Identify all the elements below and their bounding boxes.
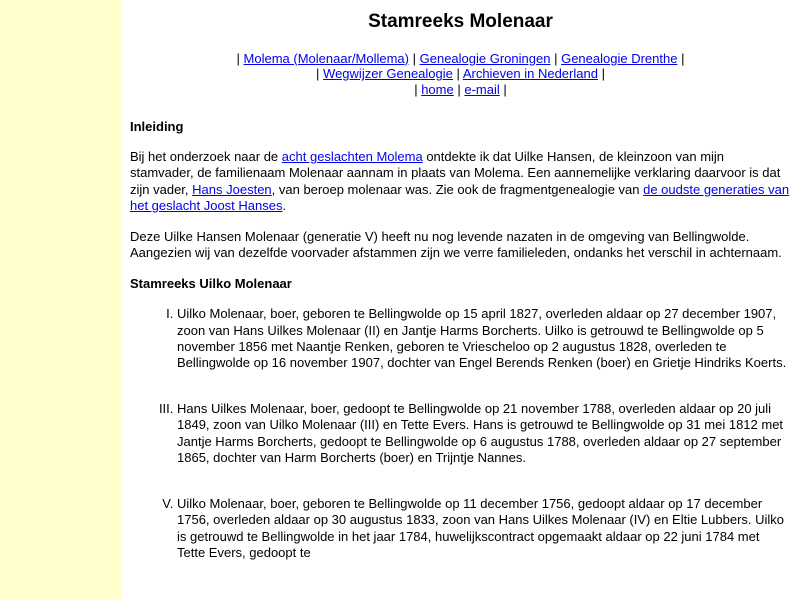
nav-link-email[interactable]: e-mail — [464, 81, 500, 97]
spacer — [130, 214, 790, 229]
intro-text-part-2: ontdekte ik dat Uilke Hansen, de kleinzoon van mijn stamvader, de familienaam Molenaar aannam in plaats van Molema. Een aannemelijke verklaring daarvoor is dat zijn vader, — [130, 149, 781, 197]
genealogy-entry-text: I. Uilko Molenaar, boer, geboren te Bellingwolde op 15 april 1827, overleden aldaar op 27 december 1907, zoon van Hans Uilkes Molenaar (II) en Jantje Harms Borcherts. Uilko is getrouwd te Bellingwolde op 5 november 1856 met Naantje Renken, geboren te Vriescheloo op 2 augustus 1828, overleden te Bellingwolde op 16 november 1907, dochter van Engel Berends Renken (boer) en Grietje Hindriks Koerts. — [177, 306, 787, 371]
nav-separator: | — [412, 50, 416, 66]
stamreeks-heading: Stamreeks Uilko Molenaar — [130, 276, 292, 292]
link-hans-joesten[interactable]: Hans Joesten — [192, 181, 272, 197]
spacer — [130, 134, 790, 149]
nav-row-2 — [121, 66, 800, 82]
nav-link-wegwijzer-genealogie[interactable]: Wegwijzer Genealogie — [323, 66, 453, 82]
nav-row-3 — [121, 82, 800, 98]
nav-link-genealogie-groningen[interactable]: Genealogie Groningen — [419, 50, 551, 66]
spacer — [130, 291, 790, 306]
link-oudste-generaties-joost-hanses[interactable]: de oudste generaties van het geslacht Joost Hanses — [130, 181, 790, 213]
article-body — [121, 97, 800, 561]
intro-text-part-3: , van beroep molenaar was. Zie ook de fragmentgenealogie van — [271, 181, 644, 197]
nav-link-molema[interactable]: Molema (Molenaar/Mollema) — [243, 50, 409, 66]
intro-text-part-4: . — [282, 197, 287, 213]
nav-separator: | — [601, 66, 605, 82]
nav-separator: | — [456, 66, 460, 82]
left-color-band — [0, 0, 121, 600]
list-spacer — [177, 466, 790, 496]
link-acht-geslachten-molema[interactable]: acht geslachten Molema — [281, 149, 423, 165]
page-title: Stamreeks Molenaar — [368, 11, 553, 32]
nav-link-archieven-in-nederland[interactable]: Archieven in Nederland — [462, 66, 598, 82]
nav-row-1 — [121, 51, 800, 67]
navigation-links — [121, 51, 800, 98]
nav-link-home[interactable]: home — [421, 81, 454, 97]
intro-paragraph-2: Deze Uilke Hansen Molenaar (generatie V) heeft nu nog levende nazaten in de omgeving van Bellingwolde. Aangezien wij van dezelfde voorvader afstammen zijn we verre familieleden, ondanks het verschil in achternaam. — [130, 229, 782, 261]
intro-text-part-1: Bij het onderzoek naar de — [130, 149, 282, 165]
spacer — [130, 261, 790, 276]
nav-separator: | — [681, 50, 685, 66]
intro-heading: Inleiding — [130, 119, 184, 135]
nav-separator: | — [554, 50, 558, 66]
main-content — [121, 0, 800, 600]
list-spacer — [177, 371, 790, 401]
nav-separator: | — [503, 81, 507, 97]
nav-separator: | — [316, 66, 320, 82]
list-item — [177, 306, 790, 371]
nav-link-genealogie-drenthe[interactable]: Genealogie Drenthe — [561, 50, 678, 66]
list-item — [177, 496, 790, 561]
nav-separator: | — [457, 81, 461, 97]
genealogy-list — [130, 306, 790, 560]
genealogy-entry-text: V. Uilko Molenaar, boer, geboren te Bellingwolde op 11 december 1756, gedoopt aldaar op 17 december 1756, overleden aldaar op 30 augustus 1833, zoon van Hans Uilkes Molenaar (IV) en Eltie Lubbers. Uilko is getrouwd te Bellingwolde in het jaar 1784, huwelijkscontract opgemaakt aldaar op 22 juni 1784 met Tette Evers, gedoopt te — [177, 496, 785, 560]
spacer — [130, 97, 790, 119]
genealogy-entry-text: III. Hans Uilkes Molenaar, boer, gedoopt te Bellingwolde op 21 november 1788, overleden aldaar op 20 juli 1849, zoon van Uilko Molenaar (III) en Tette Evers. Hans is getrouwd te Bellingwolde op 31 mei 1812 met Jantje Harms Borcherts, gedoopt te Bellingwolde op 6 augustus 1788, overleden aldaar op 27 september 1865, dochter van Harm Borcherts (boer) en Trijntje Nannes. — [177, 401, 784, 465]
nav-separator: | — [236, 50, 240, 66]
nav-separator: | — [414, 81, 418, 97]
list-item — [177, 401, 790, 466]
intro-paragraph-1 — [130, 149, 790, 214]
